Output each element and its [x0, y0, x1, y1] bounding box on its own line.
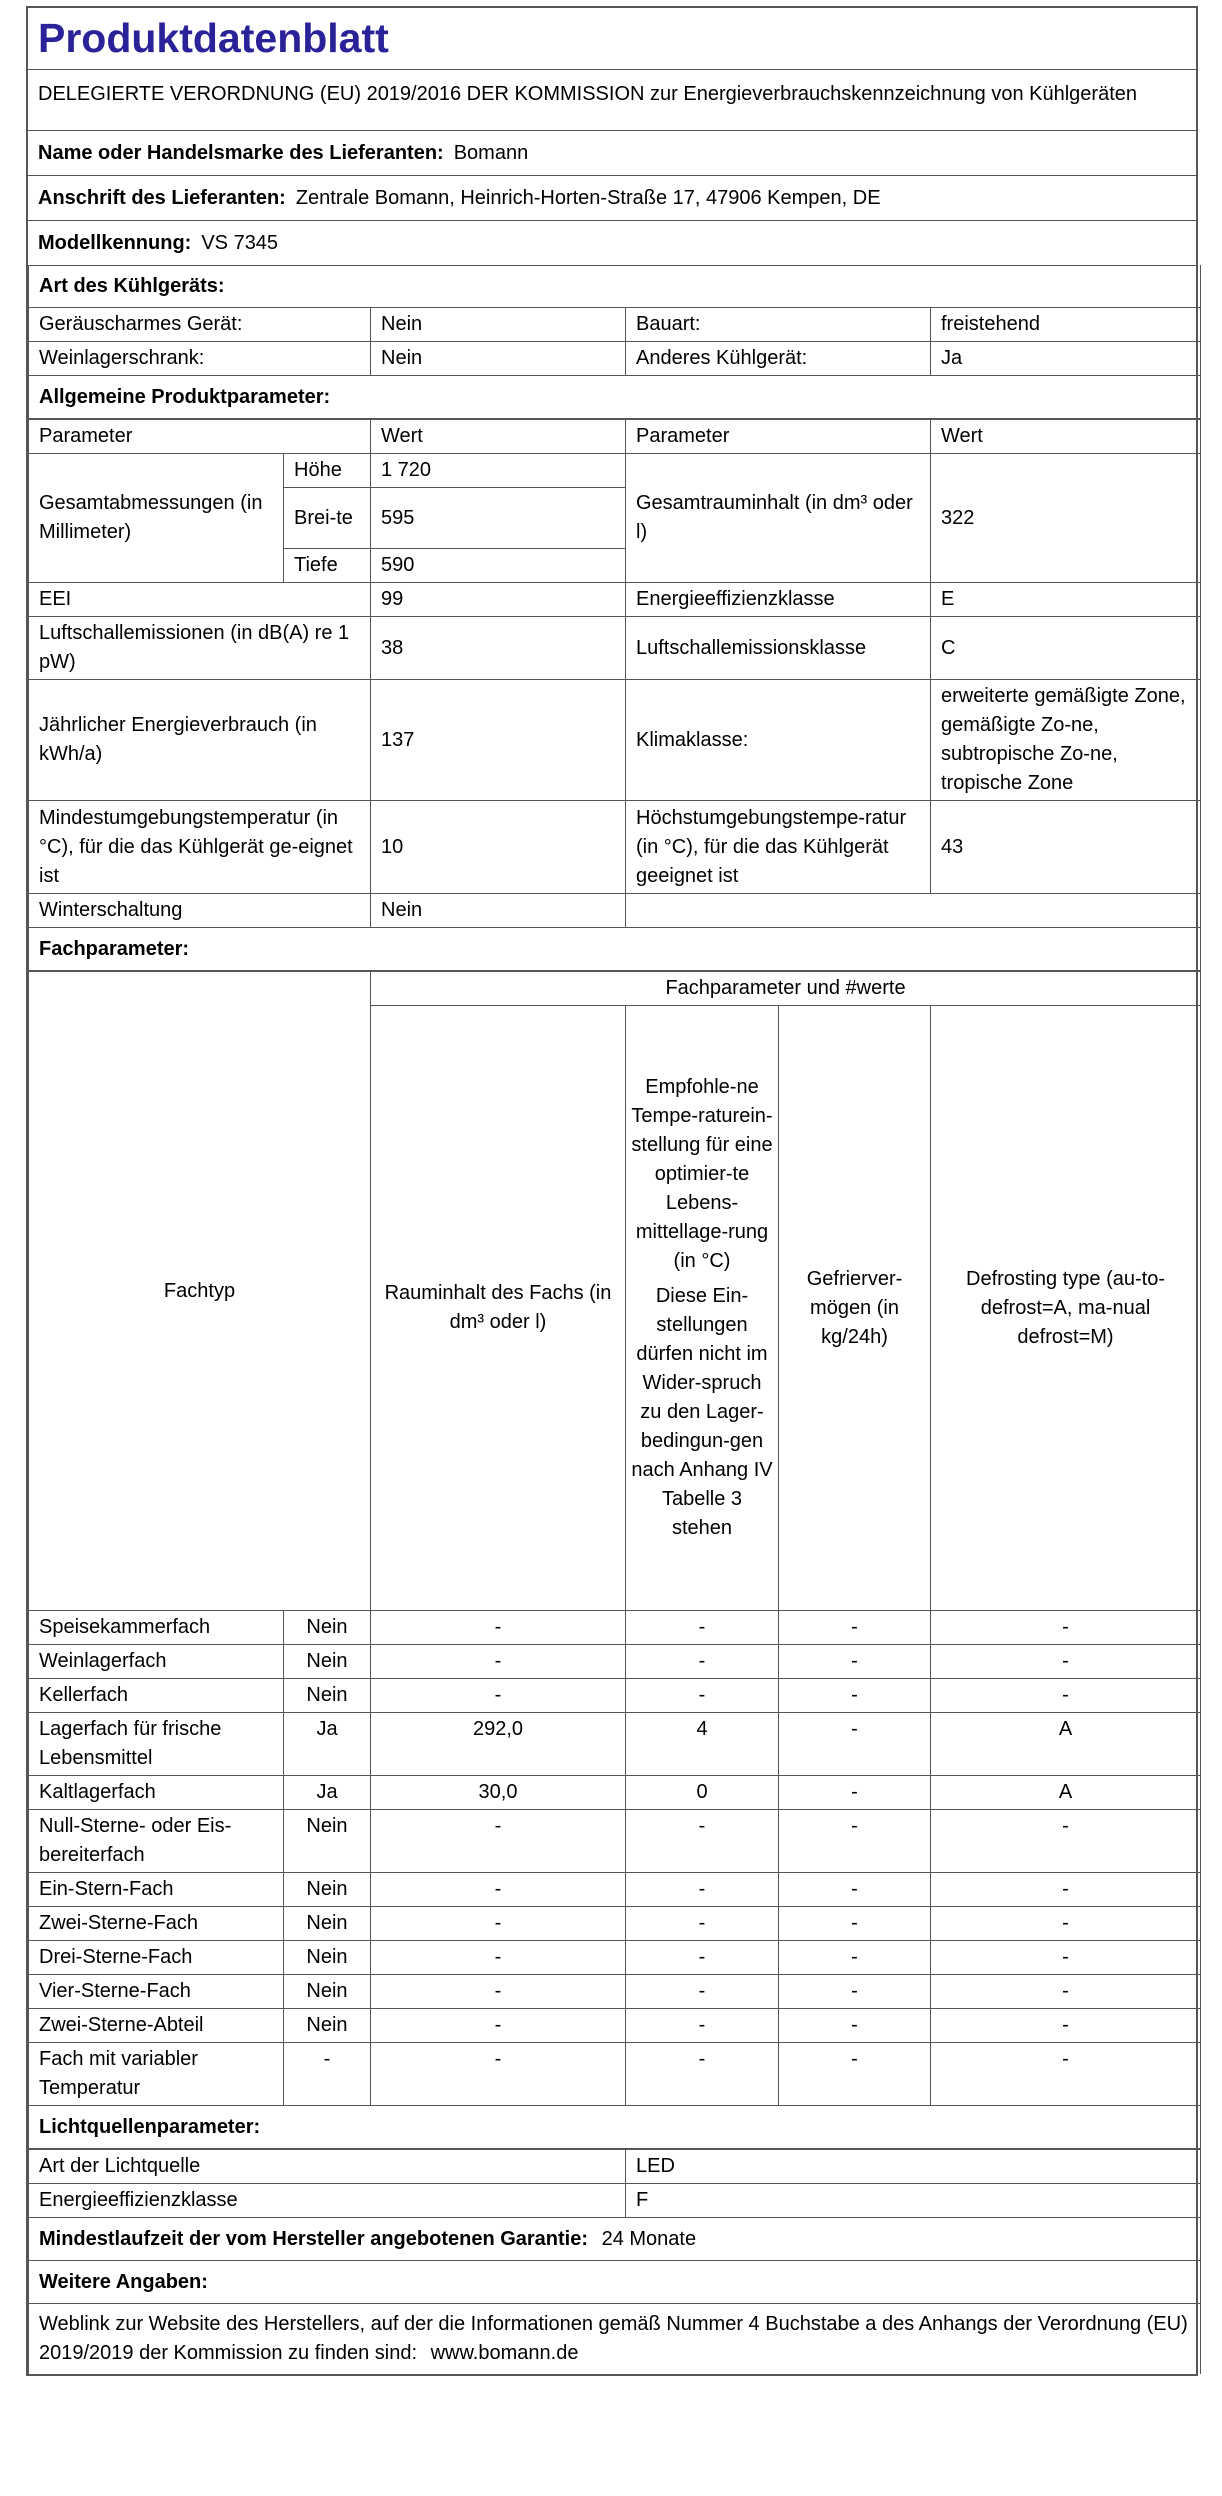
model-value: VS 7345 — [201, 231, 279, 254]
compartment-present: Nein — [284, 1941, 371, 1975]
consumption-label: Jährlicher Energieverbrauch (in kWh/a) — [29, 680, 371, 801]
compartment-freeze: - — [779, 2043, 931, 2106]
compartment-present: Nein — [284, 1975, 371, 2009]
compartment-name: Kaltlagerfach — [29, 1776, 284, 1810]
low-noise-label: Geräuscharmes Gerät: — [29, 308, 371, 342]
table-row — [29, 1679, 1201, 1713]
compartment-volume: - — [371, 1645, 626, 1679]
table-row — [29, 1645, 1201, 1679]
compartment-defrost: - — [931, 2043, 1201, 2106]
supplier-row — [28, 131, 1196, 176]
compartment-volume: 292,0 — [371, 1713, 626, 1776]
col-temp-note: Diese Ein-stellungen dürfen nicht im Wider-spruch zu den Lager-bedingun-gen nach Anhang IV Tabelle 3 stehen — [631, 1285, 773, 1539]
light-class-label: Energieeffizienzklasse — [29, 2184, 626, 2218]
noise-value: 38 — [371, 617, 626, 680]
compartment-present: - — [284, 2043, 371, 2106]
compartment-name: Speisekammerfach — [29, 1611, 284, 1645]
more-heading: Weitere Angaben: — [29, 2261, 1201, 2304]
noise-class-label: Luftschallemissionsklasse — [626, 617, 931, 680]
compartment-freeze: - — [779, 1975, 931, 2009]
table-row — [29, 1776, 1201, 1810]
noise-label: Luftschallemissionen (in dB(A) re 1 pW) — [29, 617, 371, 680]
compartment-defrost: - — [931, 1907, 1201, 1941]
warranty-row — [29, 2218, 1201, 2261]
energy-class-value: E — [931, 583, 1201, 617]
col-compartment-type: Fachtyp — [29, 972, 371, 1611]
compartment-name: Ein-Stern-Fach — [29, 1873, 284, 1907]
compartment-defrost: - — [931, 1645, 1201, 1679]
width-label: Brei-te — [284, 488, 371, 549]
light-class-value: F — [626, 2184, 1201, 2218]
compartment-volume: - — [371, 1810, 626, 1873]
compartment-present: Nein — [284, 1645, 371, 1679]
compartment-temp: - — [626, 1941, 779, 1975]
compartment-freeze: - — [779, 1907, 931, 1941]
compartment-defrost: A — [931, 1713, 1201, 1776]
model-row — [28, 221, 1196, 266]
volume-value: 322 — [931, 454, 1201, 583]
other-appliance-label: Anderes Kühlgerät: — [626, 342, 931, 376]
compartment-temp: - — [626, 1679, 779, 1713]
compartment-defrost: - — [931, 2009, 1201, 2043]
climate-label: Klimaklasse: — [626, 680, 931, 801]
col-group-header: Fachparameter und #werte — [371, 972, 1201, 1006]
compartment-freeze: - — [779, 1776, 931, 1810]
col-parameter-2: Parameter — [626, 420, 931, 454]
low-noise-value: Nein — [371, 308, 626, 342]
table-row — [29, 1873, 1201, 1907]
depth-value: 590 — [371, 549, 626, 583]
warranty-value: 24 Monate — [601, 2227, 697, 2250]
compartment-freeze: - — [779, 1645, 931, 1679]
light-heading: Lichtquellenparameter: — [29, 2106, 1201, 2149]
compartment-defrost: A — [931, 1776, 1201, 1810]
dimensions-label: Gesamtabmessungen (in Millimeter) — [29, 454, 284, 583]
height-label: Höhe — [284, 454, 371, 488]
compartment-table — [28, 971, 1201, 2149]
compartment-defrost: - — [931, 1941, 1201, 1975]
compartment-freeze: - — [779, 1611, 931, 1645]
depth-label: Tiefe — [284, 549, 371, 583]
max-temp-label: Höchstumgebungstempe-ratur (in °C), für die das Kühlgerät geeignet ist — [626, 801, 931, 894]
col-volume: Rauminhalt des Fachs (in dm³ oder l) — [371, 1006, 626, 1611]
winter-value: Nein — [371, 894, 626, 928]
compartment-present: Nein — [284, 1873, 371, 1907]
table-row — [29, 1941, 1201, 1975]
noise-class-value: C — [931, 617, 1201, 680]
appliance-type-table — [28, 265, 1201, 419]
table-row — [29, 1975, 1201, 2009]
compartment-freeze: - — [779, 1873, 931, 1907]
compartment-name: Lagerfach für frische Lebensmittel — [29, 1713, 284, 1776]
energy-class-label: Energieeffizienzklasse — [626, 583, 931, 617]
compartment-name: Drei-Sterne-Fach — [29, 1941, 284, 1975]
compartment-volume: - — [371, 2009, 626, 2043]
compartment-defrost: - — [931, 1679, 1201, 1713]
table-row — [29, 1611, 1201, 1645]
general-params-table — [28, 419, 1201, 971]
compartment-freeze: - — [779, 2009, 931, 2043]
light-table — [28, 2149, 1201, 2374]
compartment-present: Ja — [284, 1713, 371, 1776]
table-row — [29, 1907, 1201, 1941]
manufacturer-link[interactable]: www.bomann.de — [430, 2342, 579, 2364]
consumption-value: 137 — [371, 680, 626, 801]
compartment-temp: 4 — [626, 1713, 779, 1776]
address-value: Zentrale Bomann, Heinrich-Horten-Straße 17, 47906 Kempen, DE — [295, 186, 881, 209]
compartment-present: Nein — [284, 2009, 371, 2043]
compartment-volume: - — [371, 1975, 626, 2009]
compartment-temp: - — [626, 2009, 779, 2043]
other-appliance-value: Ja — [931, 342, 1201, 376]
col-value: Wert — [371, 420, 626, 454]
light-type-label: Art der Lichtquelle — [29, 2150, 626, 2184]
height-value: 1 720 — [371, 454, 626, 488]
compartment-defrost: - — [931, 1810, 1201, 1873]
table-row — [29, 1810, 1201, 1873]
supplier-value: Bomann — [453, 141, 529, 164]
climate-value: erweiterte gemäßigte Zone, gemäßigte Zo-ne, subtropische Zo-ne, tropische Zone — [931, 680, 1201, 801]
compartment-present: Nein — [284, 1611, 371, 1645]
compartment-temp: - — [626, 1645, 779, 1679]
address-label: Anschrift des Lieferanten: — [38, 186, 286, 209]
regulation-subtitle: DELEGIERTE VERORDNUNG (EU) 2019/2016 DER KOMMISSION zur Energieverbrauchskennzeichnung von Kühlgeräten — [28, 70, 1196, 131]
page-title: Produktdatenblatt — [28, 8, 1196, 70]
table-row — [29, 1713, 1201, 1776]
eei-label: EEI — [29, 583, 371, 617]
col-temp: Empfohle-ne Tempe-raturein-stellung für eine optimier-te Lebens-mittellage-rung (in °C) — [631, 1076, 773, 1272]
model-label: Modellkennung: — [38, 231, 192, 254]
table-row — [29, 2043, 1201, 2106]
compartment-heading: Fachparameter: — [29, 928, 1201, 971]
supplier-label: Name oder Handelsmarke des Lieferanten: — [38, 141, 444, 164]
compartment-volume: 30,0 — [371, 1776, 626, 1810]
winter-label: Winterschaltung — [29, 894, 371, 928]
compartment-freeze: - — [779, 1713, 931, 1776]
col-freeze: Gefrierver-mögen (in kg/24h) — [779, 1006, 931, 1611]
compartment-present: Nein — [284, 1907, 371, 1941]
compartment-defrost: - — [931, 1975, 1201, 2009]
compartment-defrost: - — [931, 1611, 1201, 1645]
compartment-present: Nein — [284, 1810, 371, 1873]
product-datasheet — [26, 6, 1198, 2376]
compartment-name: Null-Sterne- oder Eis-bereiterfach — [29, 1810, 284, 1873]
compartment-temp: - — [626, 1975, 779, 2009]
compartment-volume: - — [371, 1941, 626, 1975]
wine-cabinet-value: Nein — [371, 342, 626, 376]
general-params-heading: Allgemeine Produktparameter: — [29, 376, 1201, 419]
address-row — [28, 176, 1196, 221]
compartment-freeze: - — [779, 1810, 931, 1873]
more-text: Weblink zur Website des Herstellers, auf der die Informationen gemäß Nummer 4 Buchstabe a des Anhangs der Verordnung (EU) 2019/2019 der Kommission zu finden sind: — [39, 2313, 1188, 2364]
compartment-temp: - — [626, 2043, 779, 2106]
compartment-name: Fach mit variabler Temperatur — [29, 2043, 284, 2106]
min-temp-value: 10 — [371, 801, 626, 894]
table-row — [29, 2009, 1201, 2043]
compartment-temp: - — [626, 1611, 779, 1645]
compartment-volume: - — [371, 2043, 626, 2106]
compartment-volume: - — [371, 1611, 626, 1645]
compartment-present: Nein — [284, 1679, 371, 1713]
compartment-name: Weinlagerfach — [29, 1645, 284, 1679]
min-temp-label: Mindestumgebungstemperatur (in °C), für die das Kühlgerät ge-eignet ist — [29, 801, 371, 894]
volume-label: Gesamtrauminhalt (in dm³ oder l) — [626, 454, 931, 583]
design-value: freistehend — [931, 308, 1201, 342]
appliance-type-heading: Art des Kühlgeräts: — [29, 265, 1201, 308]
compartment-temp: - — [626, 1907, 779, 1941]
compartment-freeze: - — [779, 1941, 931, 1975]
warranty-label: Mindestlaufzeit der vom Hersteller angebotenen Garantie: — [39, 2227, 589, 2250]
compartment-defrost: - — [931, 1873, 1201, 1907]
design-label: Bauart: — [626, 308, 931, 342]
wine-cabinet-label: Weinlagerschrank: — [29, 342, 371, 376]
compartment-present: Ja — [284, 1776, 371, 1810]
width-value: 595 — [371, 488, 626, 549]
compartment-temp: - — [626, 1810, 779, 1873]
compartment-volume: - — [371, 1907, 626, 1941]
compartment-temp: - — [626, 1873, 779, 1907]
compartment-name: Zwei-Sterne-Abteil — [29, 2009, 284, 2043]
col-parameter: Parameter — [29, 420, 371, 454]
light-type-value: LED — [626, 2150, 1201, 2184]
col-defrost: Defrosting type (au-to-defrost=A, ma-nual defrost=M) — [931, 1006, 1201, 1611]
compartment-volume: - — [371, 1679, 626, 1713]
compartment-name: Zwei-Sterne-Fach — [29, 1907, 284, 1941]
compartment-temp: 0 — [626, 1776, 779, 1810]
eei-value: 99 — [371, 583, 626, 617]
compartment-name: Kellerfach — [29, 1679, 284, 1713]
compartment-volume: - — [371, 1873, 626, 1907]
max-temp-value: 43 — [931, 801, 1201, 894]
compartment-name: Vier-Sterne-Fach — [29, 1975, 284, 2009]
col-value-2: Wert — [931, 420, 1201, 454]
col-temp-cell — [626, 1006, 779, 1611]
compartment-freeze: - — [779, 1679, 931, 1713]
more-row — [29, 2304, 1201, 2375]
empty-cell — [626, 894, 1201, 928]
